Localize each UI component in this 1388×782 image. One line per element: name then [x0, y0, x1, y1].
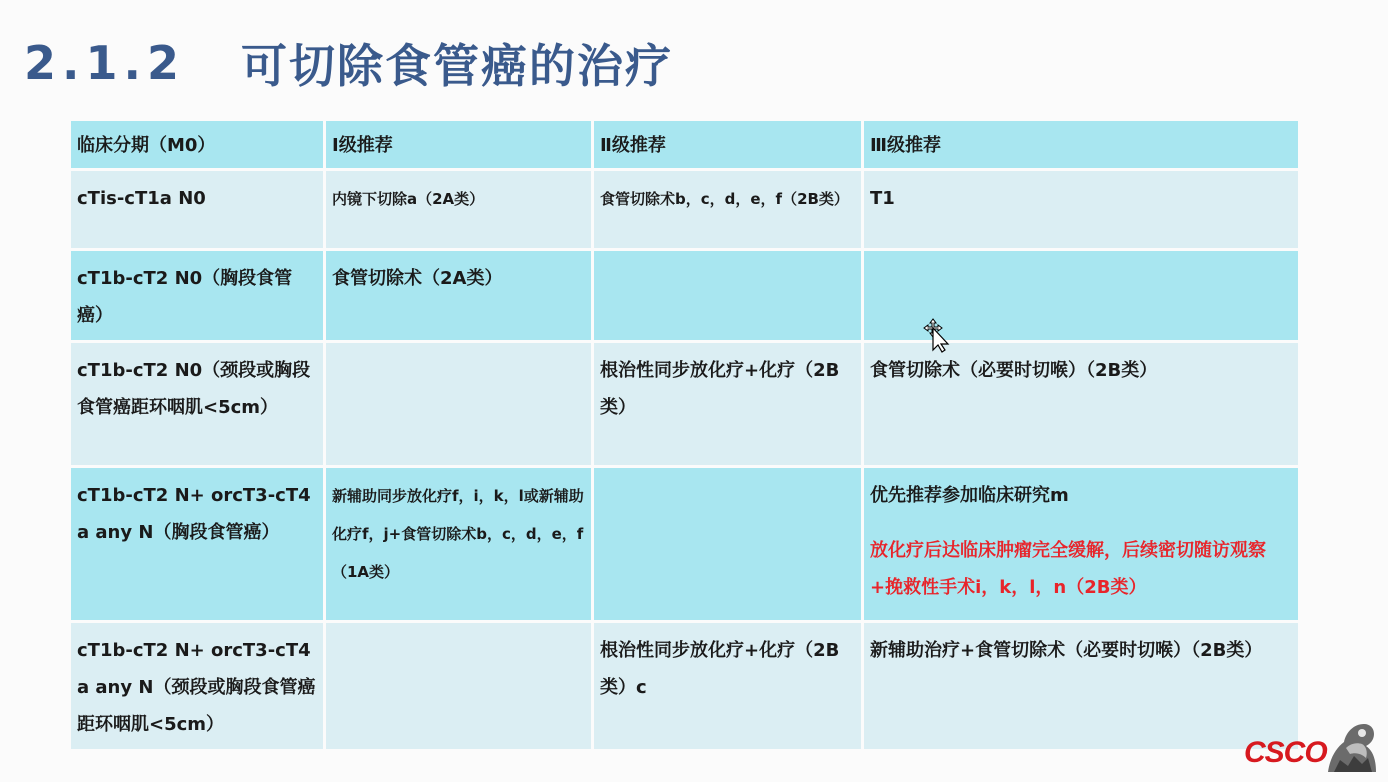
cell-level3: 新辅助治疗+食管切除术（必要时切喉）（2B类） — [864, 623, 1298, 749]
cell-stage: cT1b-cT2 N+ orcT3-cT4a any N（颈段或胸段食管癌距环咽肌<5cm） — [71, 623, 323, 749]
cell-level1-text: 新辅助同步放化疗f，i，k，l或新辅助化疗f，j+食管切除术b，c，d，e，f（1A类） — [332, 487, 584, 581]
header-level2: Ⅱ级推荐 — [594, 121, 861, 168]
cell-level3-note: 放化疗后达临床肿瘤完全缓解，后续密切随访观察+挽救性手术i，k，l，n（2B类） — [870, 540, 1266, 598]
cell-level1 — [326, 343, 591, 465]
section-title: 可切除食管癌的治疗 — [240, 39, 673, 93]
table-header-row — [71, 121, 1298, 168]
slide-title — [24, 28, 673, 98]
csco-logo — [1240, 718, 1380, 776]
header-stage: 临床分期（M0） — [71, 121, 323, 168]
cell-stage: cT1b-cT2 N0（颈段或胸段食管癌距环咽肌<5cm） — [71, 343, 323, 465]
cell-stage: cTis-cT1a N0 — [71, 171, 323, 248]
cell-level1 — [326, 623, 591, 749]
table-row — [71, 623, 1298, 749]
move-cursor-icon — [921, 317, 951, 353]
cell-stage: cT1b-cT2 N0（胸段食管癌） — [71, 251, 323, 340]
cell-level3: T1 — [864, 171, 1298, 248]
table-row — [71, 171, 1298, 248]
cell-level2 — [594, 171, 861, 248]
header-level1: Ⅰ级推荐 — [326, 121, 591, 168]
header-level3: Ⅲ级推荐 — [864, 121, 1298, 168]
cell-level2-text: 食管切除术b，c，d，e，f（2B类） — [600, 190, 849, 208]
cell-level2 — [594, 468, 861, 620]
cell-level2: 根治性同步放化疗+化疗（2B类） — [594, 343, 861, 465]
recommendation-table — [68, 118, 1301, 752]
cell-level3-text: 优先推荐参加临床研究m — [870, 485, 1069, 506]
cell-level1 — [326, 468, 591, 620]
cell-level1-text: 内镜下切除a（2A类） — [332, 190, 485, 208]
table-row — [71, 251, 1298, 340]
recommendation-table-container — [68, 118, 1298, 738]
cell-level3 — [864, 468, 1298, 620]
section-number: 2.1.2 — [24, 36, 185, 90]
cell-level1 — [326, 171, 591, 248]
table-row — [71, 468, 1298, 620]
logo-text: CSCO — [1244, 736, 1327, 769]
cell-level2 — [594, 251, 861, 340]
cell-stage: cT1b-cT2 N+ orcT3-cT4a any N（胸段食管癌） — [71, 468, 323, 620]
logo-emblem-icon — [1320, 718, 1380, 774]
cell-level1: 食管切除术（2A类） — [326, 251, 591, 340]
cell-level2: 根治性同步放化疗+化疗（2B类）c — [594, 623, 861, 749]
table-row — [71, 343, 1298, 465]
cell-level3: 食管切除术（必要时切喉）（2B类） — [864, 343, 1298, 465]
